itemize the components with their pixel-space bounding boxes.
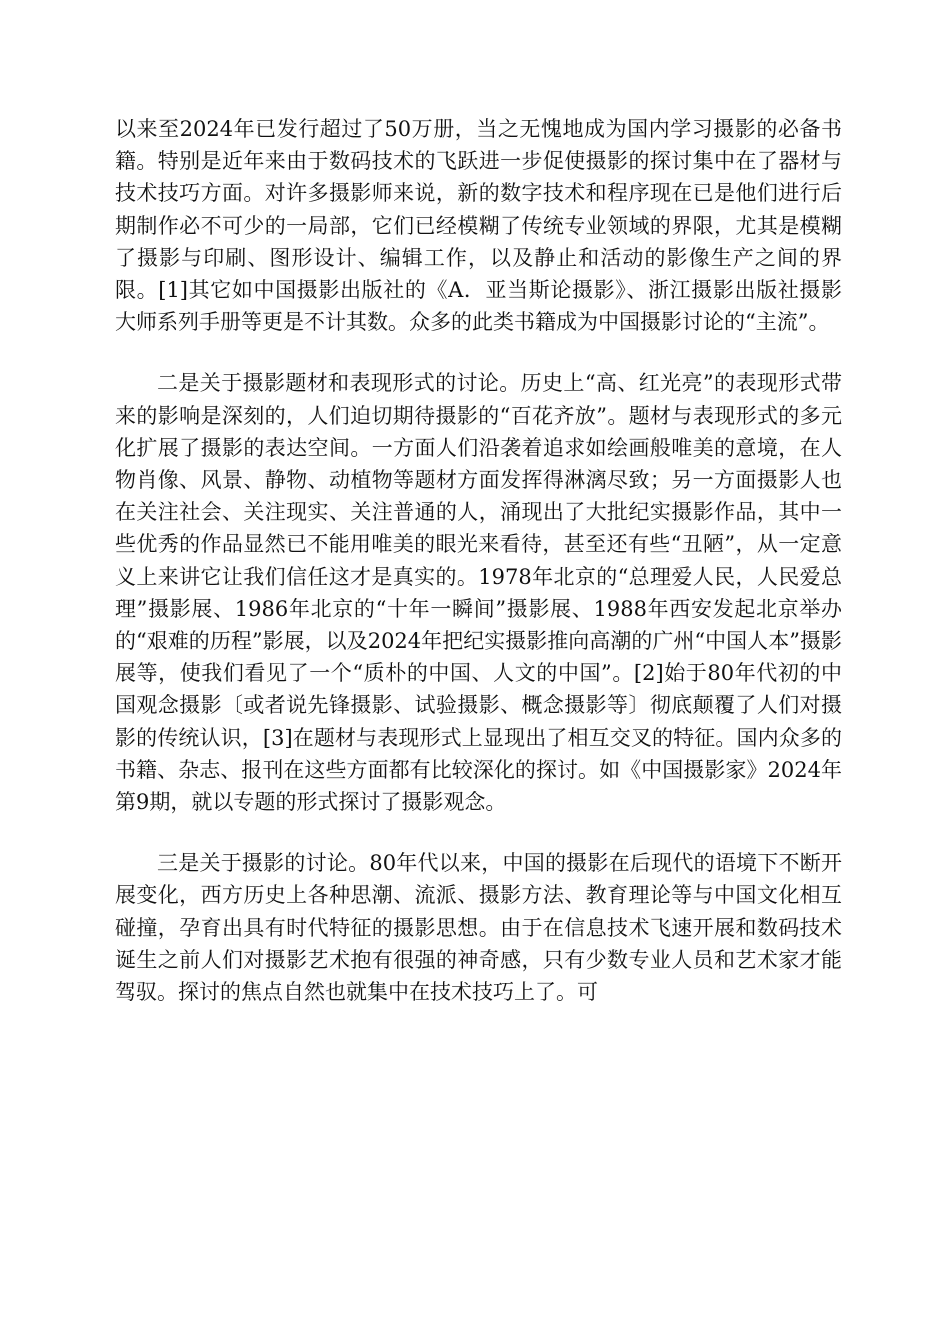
- document-page: [115, 113, 842, 1008]
- paragraph-2: 二是关于摄影题材和表现形式的讨论。历史上“高、红光亮”的表现形式带来的影响是深刻的，人们迫切期待摄影的“百花齐放”。题材与表现形式的多元化扩展了摄影的表达空间。一方面人们沿袭着追求如绘画般唯美的意境，在人物肖像、风景、静物、动植物等题材方面发挥得淋漓尽致；另一方面摄影人也在关注社会、关注现实、关注普通的人，涌现出了大批纪实摄影作品，其中一些优秀的作品显然已不能用唯美的眼光来看待，甚至还有些“丑陋”，从一定意义上来讲它让我们信任这才是真实的。1978年北京的“总理爱人民，人民爱总理”摄影展、1986年北京的“十年一瞬间”摄影展、1988年西安发起北京举办的“艰难的历程”影展，以及2024年把纪实摄影推向高潮的广州“中国人本”摄影展等，使我们看见了一个“质朴的中国、人文的中国”。[2]始于80年代初的中国观念摄影〔或者说先锋摄影、试验摄影、概念摄影等〕彻底颠覆了人们对摄影的传统认识，[3]在题材与表现形式上显现出了相互交叉的特征。国内众多的书籍、杂志、报刊在这些方面都有比较深化的探讨。如《中国摄影家》2024年第9期，就以专题的形式探讨了摄影观念。: [115, 371, 842, 815]
- paragraph-1: 以来至2024年已发行超过了50万册，当之无愧地成为国内学习摄影的必备书籍。特别是近年来由于数码技术的飞跃进一步促使摄影的探讨集中在了器材与技术技巧方面。对许多摄影师来说，新的数字技术和程序现在已是他们进行后期制作必不可少的一局部，它们已经模糊了传统专业领域的界限，尤其是模糊了摄影与印刷、图形设计、编辑工作，以及静止和活动的影像生产之间的界限。[1]其它如中国摄影出版社的《A．亚当斯论摄影》、浙江摄影出版社摄影大师系列手册等更是不计其数。众多的此类书籍成为中国摄影讨论的“主流”。: [115, 117, 842, 335]
- paragraph-3: 三是关于摄影的讨论。80年代以来，中国的摄影在后现代的语境下不断开展变化，西方历史上各种思潮、流派、摄影方法、教育理论等与中国文化相互碰撞，孕育出具有时代特征的摄影思想。由于在信息技术飞速开展和数码技术诞生之前人们对摄影艺术抱有很强的神奇感，只有少数专业人员和艺术家才能驾驭。探讨的焦点自然也就集中在技术技巧上了。可: [115, 851, 842, 1005]
